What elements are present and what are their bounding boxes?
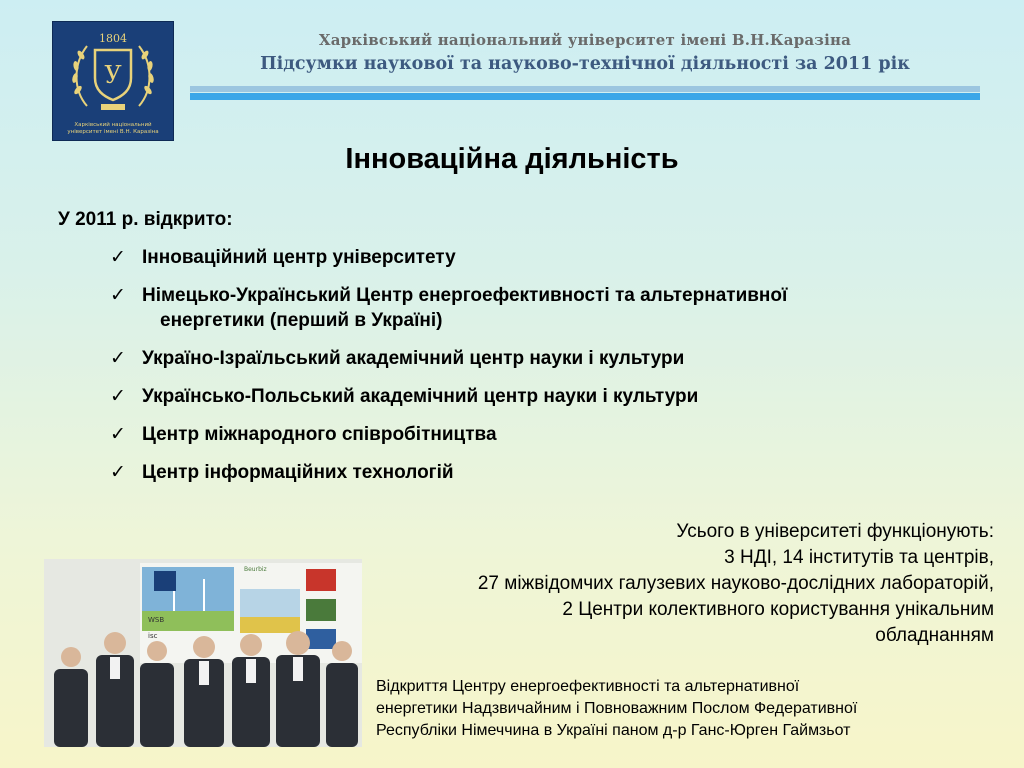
slide-title: Інноваційна діяльність <box>345 143 679 175</box>
event-photo <box>44 559 362 747</box>
svg-text:1804: 1804 <box>99 32 127 45</box>
centers-list <box>110 245 990 498</box>
list-item-label: Німецько-Український Центр енергоефективності та альтернативної <box>142 285 788 306</box>
list-item-continuation: енергетики (перший в Україні) <box>160 310 443 331</box>
summary-line: 3 НДІ, 14 інститутів та центрів, <box>724 547 994 568</box>
summary-line: 2 Центри колективного користування унікальним <box>562 599 994 620</box>
university-crest-icon <box>65 28 161 120</box>
event-photo-icon <box>44 559 362 747</box>
university-logo <box>52 21 174 141</box>
header-rule-light <box>190 86 980 92</box>
summary-block <box>354 519 994 649</box>
list-item <box>110 245 990 270</box>
intro-text: У 2011 р. відкрито: <box>58 209 233 230</box>
list-item-label: Центр інформаційних технологій <box>142 462 454 483</box>
list-item-label: Центр міжнародного співробітництва <box>142 424 497 445</box>
summary-line: обладнанням <box>875 625 994 646</box>
list-item <box>110 384 990 409</box>
report-title: Підсумки наукової та науково-технічної діяльності за 2011 рік <box>260 54 910 74</box>
caption-line: енергетики Надзвичайним і Повноважним Послом Федеративної <box>376 700 858 717</box>
checkmark-icon: ✓ <box>110 247 126 268</box>
caption-line: Республіки Німеччина в Україні паном д-р Ганс-Юрген Гаймзьот <box>376 722 851 739</box>
photo-caption <box>376 676 996 742</box>
checkmark-icon: ✓ <box>110 462 126 483</box>
list-item-label: Україно-Ізраїльський академічний центр науки і культури <box>142 348 685 369</box>
list-item <box>110 422 990 447</box>
list-item-label: Інноваційний центр університету <box>142 247 456 268</box>
list-item <box>110 346 990 371</box>
svg-text:WSB: WSB <box>148 616 165 624</box>
summary-line: Усього в університеті функціонують: <box>676 521 994 542</box>
checkmark-icon: ✓ <box>110 386 126 407</box>
list-item <box>110 460 990 485</box>
svg-text:isc: isc <box>148 632 158 640</box>
list-item <box>110 283 990 333</box>
checkmark-icon: ✓ <box>110 348 126 369</box>
summary-line: 27 міжвідомчих галузевих науково-дослідних лабораторій, <box>477 573 994 594</box>
svg-text:Beurbiz: Beurbiz <box>244 566 267 573</box>
list-item-label: Українсько-Польський академічний центр науки і культури <box>142 386 699 407</box>
checkmark-icon: ✓ <box>110 285 126 306</box>
logo-caption: Харківський національний університет імені В.Н. Каразіна <box>67 122 159 135</box>
caption-line: Відкриття Центру енергоефективності та альтернативної <box>376 678 800 695</box>
header-rule-dark <box>190 93 980 100</box>
svg-text:У: У <box>104 61 122 89</box>
university-name: Харківський національний університет імені В.Н.Каразіна <box>318 31 852 49</box>
checkmark-icon: ✓ <box>110 424 126 445</box>
